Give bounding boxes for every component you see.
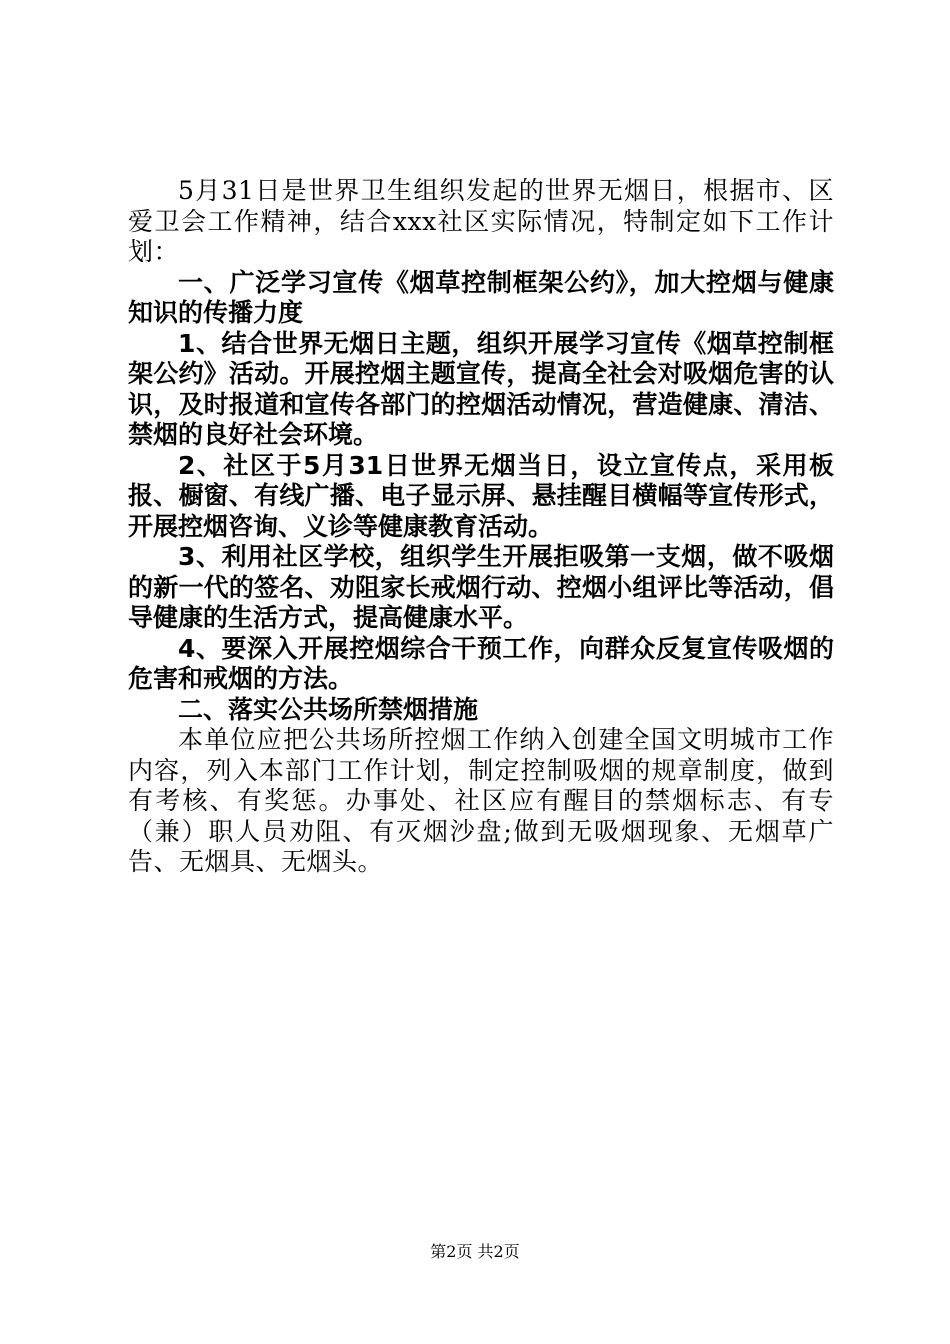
item-paragraph-4: 4、要深入开展控烟综合干预工作，向群众反复宣传吸烟的危害和戒烟的方法。 [128, 633, 834, 693]
section-heading-1: 一、广泛学习宣传《烟草控制框架公约》，加大控烟与健康知识的传播力度 [128, 267, 834, 327]
page-footer: 第2页 共2页 [430, 1242, 520, 1261]
item-paragraph-2: 2、社区于5月31日世界无烟当日，设立宣传点，采用板报、橱窗、有线广播、电子显示屏、悬挂醒目横幅等宣传形式，开展控烟咨询、义诊等健康教育活动。 [128, 450, 834, 541]
section-heading-2: 二、落实公共场所禁烟措施 [178, 694, 479, 724]
section-2-paragraph: 本单位应把公共场所控烟工作纳入创建全国文明城市工作内容，列入本部门工作计划，制定控制吸烟的规章制度，做到有考核、有奖惩。办事处、社区应有醒目的禁烟标志、有专（兼）职人员劝阻、有灭烟沙盘;做到无吸烟现象、无烟草广告、无烟具、无烟头。 [128, 725, 834, 876]
item-paragraph-3: 3、利用社区学校，组织学生开展拒吸第一支烟，做不吸烟的新一代的签名、劝阻家长戒烟行动、控烟小组评比等活动，倡导健康的生活方式，提高健康水平。 [128, 542, 834, 632]
document-body [128, 176, 834, 878]
intro-paragraph: 5月31日是世界卫生组织发起的世界无烟日，根据市、区爱卫会工作精神，结合xxx社区实际情况，特制定如下工作计划： [128, 176, 834, 266]
item-paragraph-1: 1、结合世界无烟日主题，组织开展学习宣传《烟草控制框架公约》活动。开展控烟主题宣传，提高全社会对吸烟危害的认识，及时报道和宣传各部门的控烟活动情况，营造健康、清洁、禁烟的良好社会环境。 [128, 328, 834, 449]
